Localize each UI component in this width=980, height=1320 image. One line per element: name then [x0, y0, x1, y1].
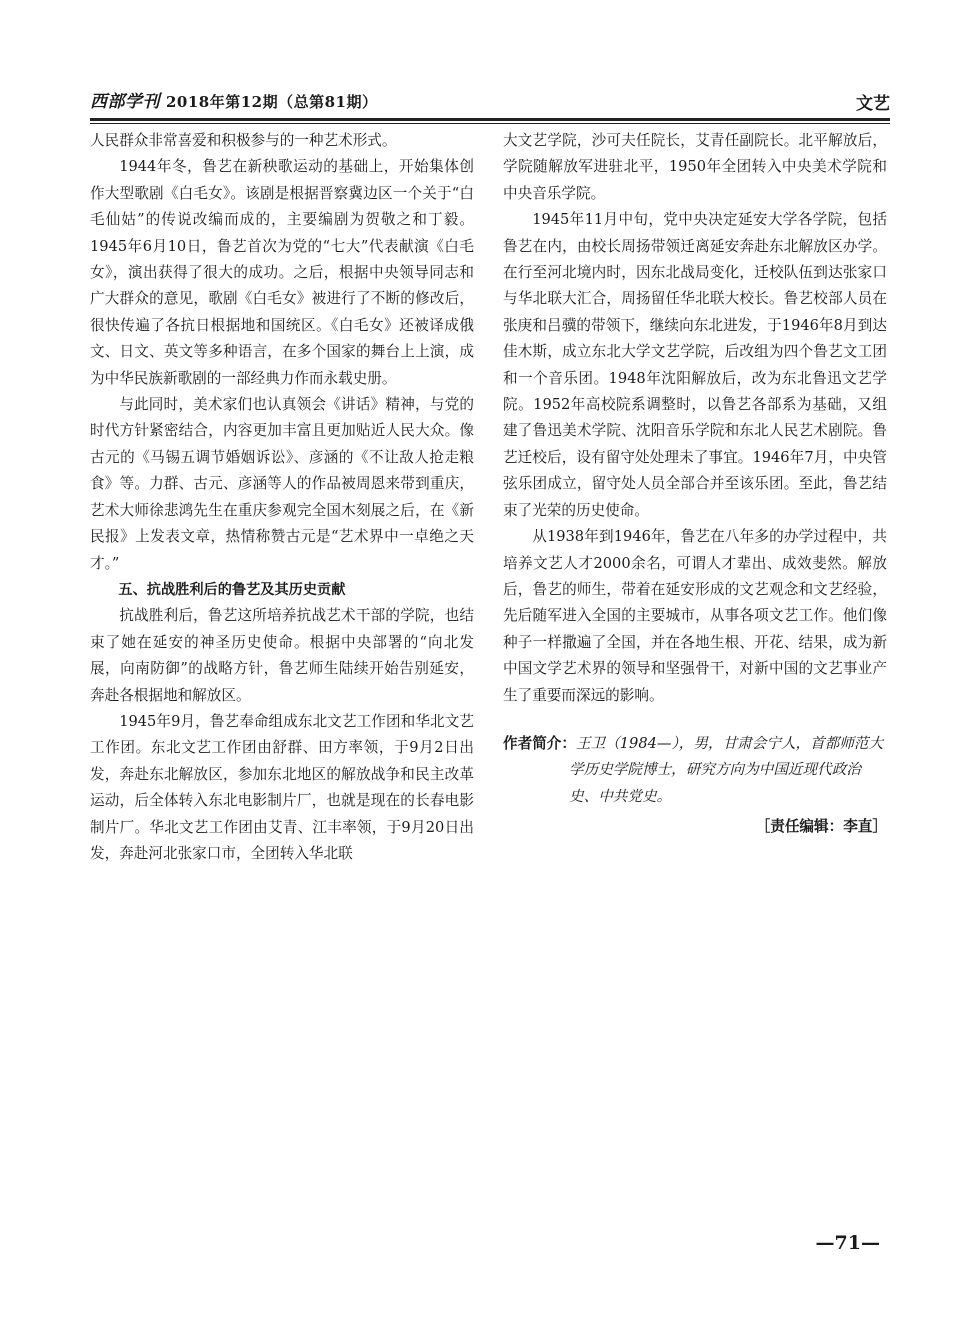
responsible-editor: ［责任编辑：李直］: [755, 818, 887, 836]
author-bio-continued: [503, 757, 887, 783]
issue-label: 2018年第12期（总第81期）: [166, 93, 378, 111]
author-bio-label: 作者简介：: [503, 734, 576, 752]
paragraph: 从1938年到1946年，鲁艺在八年多的办学过程中，共培养文艺人才2000余名，可谓人才辈出、成效斐然。解放后，鲁艺的师生，带着在延安形成的文艺观念和文艺经验，先后随军进入全国的主要城市，从事各项文艺工作。他们像种子一样撒遍了全国，并在各地生根、开花、结果，成为新中国文学艺术界的领导和坚强骨干，对新中国的文艺事业产生了重要而深远的影响。: [503, 528, 887, 704]
section-label: 文艺: [856, 94, 890, 114]
author-bio-line: 史、中共党史。: [569, 787, 672, 805]
author-bio-line: 学历史学院博士，研究方向为中国近现代政治: [569, 761, 861, 779]
page-header: [90, 86, 890, 116]
paragraph: 人民群众非常喜爱和积极参与的一种艺术形式。: [90, 132, 397, 149]
paragraph: 抗战胜利后，鲁艺这所培养抗战艺术干部的学院，也结束了她在延安的神圣历史使命。根据中央部署的“向北发展，向南防御”的战略方针，鲁艺师生陆续开始告别延安，奔赴各根据地和解放区。: [90, 607, 474, 704]
paragraph: 1945年11月中旬，党中央决定延安大学各学院，包括鲁艺在内，由校长周扬带领迁离延安奔赴东北解放区办学。在行至河北境内时，因东北战局变化，迁校队伍到达张家口与华北联大汇合，周扬留任华北联大校长。鲁艺校部人员在张庚和吕骥的带领下，继续向东北进发，于1946年8月到达佳木斯，成立东北大学文艺学院，后改组为四个鲁艺文工团和一个音乐团。1948年沈阳解放后，改为东北鲁迅文艺学院。1952年高校院系调整时，以鲁艺各部系为基础，又组建了鲁迅美术学院、沈阳音乐学院和东北人民艺术剧院。鲁艺迁校后，设有留守处处理未了事宜。1946年7月，中央管弦乐团成立，留守处人员全部合并至该乐团。至此，鲁艺结束了光荣的历史使命。: [503, 211, 887, 519]
author-bio-line: 王卫（1984—），男，甘肃会宁人，首都师范大: [575, 734, 884, 752]
header-rule-thin: [90, 123, 890, 124]
author-bio: [503, 731, 887, 757]
left-column: [90, 128, 474, 867]
author-bio-continued: [503, 784, 887, 810]
paragraph: 大文艺学院，沙可夫任院长，艾青任副院长。北平解放后，学院随解放军进驻北平，1950年全团转入中央美术学院和中央音乐学院。: [503, 132, 887, 202]
page-number: —71—: [815, 1232, 880, 1254]
paragraph: 1944年冬，鲁艺在新秧歌运动的基础上，开始集体创作大型歌剧《白毛女》。该剧是根据晋察冀边区一个关于“白毛仙姑”的传说改编而成的，主要编剧为贺敬之和丁毅。1945年6月10日，鲁艺首次为党的“七大”代表献演《白毛女》，演出获得了很大的成功。之后，根据中央领导同志和广大群众的意见，歌剧《白毛女》被进行了不断的修改后，很快传遍了各抗日根据地和国统区。《白毛女》还被译成俄文、日文、英文等多种语言，在多个国家的舞台上上演，成为中华民族新歌剧的一部经典力作而永载史册。: [90, 158, 474, 387]
paragraph: 1945年9月，鲁艺奉命组成东北文艺工作团和华北文艺工作团。东北文艺工作团由舒群、田方率领，于9月2日出发，奔赴东北解放区，参加东北地区的解放战争和民主改革运动，后全体转入东北电影制片厂，也就是现在的长春电影制片厂。华北文艺工作团由艾青、江丰率领，于9月20日出发，奔赴河北张家口市，全团转入华北联: [90, 712, 474, 862]
journal-issue: [90, 87, 378, 112]
section-heading: 五、抗战胜利后的鲁艺及其历史贡献: [118, 581, 346, 598]
right-column: [503, 128, 887, 841]
header-rule-thick: [90, 118, 890, 121]
paragraph: 与此同时，美术家们也认真领会《讲话》精神，与党的时代方针紧密结合，内容更加丰富且更加贴近人民大众。像古元的《马锡五调节婚姻诉讼》、彦涵的《不让敌人抢走粮食》等。力群、古元、彦涵等人的作品被周恩来带到重庆，艺术大师徐悲鸿先生在重庆参观完全国木刻展之后，在《新民报》上发表文章，热情称赞古元是“艺术界中一卓绝之天才。”: [90, 396, 474, 572]
journal-masthead: 西部学刊: [90, 92, 160, 112]
